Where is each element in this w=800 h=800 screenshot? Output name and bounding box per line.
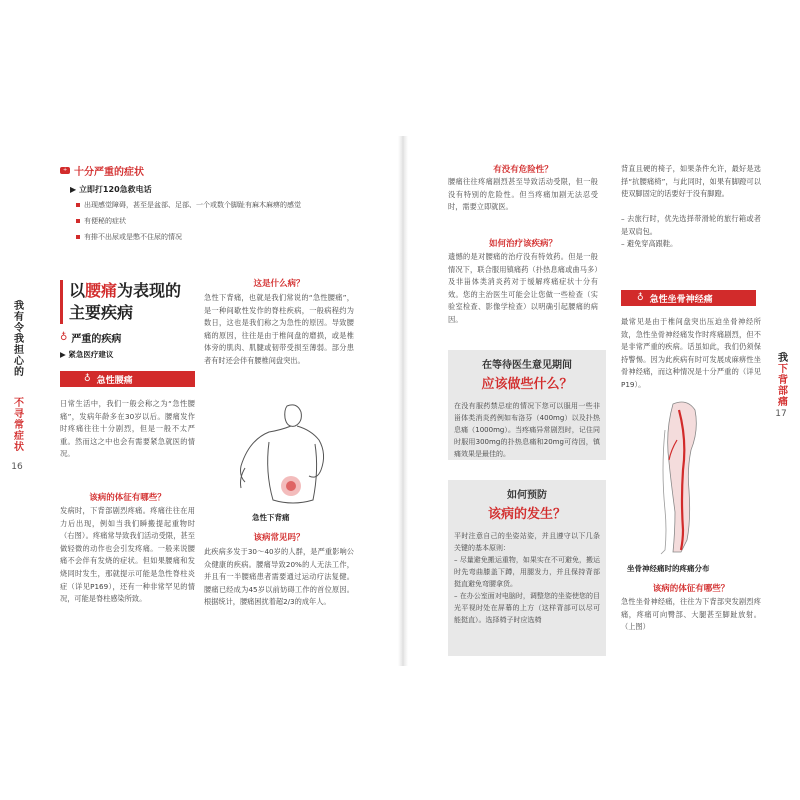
list-item: – 去旅行时，优先选择带滑轮的旅行箱或者是双肩包。 <box>621 214 761 236</box>
left-col1-para1: 日常生活中，我们一般会称之为“急性腰痛”，发病年龄多在30岁以后。腰痛发作时疼痛往往十分剧烈，但是一般不太严重。然而这之中也会有需要紧急就医的情况。 <box>60 399 195 459</box>
prevention-box-title1: 如何预防 <box>507 490 547 501</box>
list-item: – 避免穿高跟鞋。 <box>621 239 678 249</box>
right-col2-para: 最常见是由于椎间盘突出压迫坐骨神经所致，急性坐骨神经痛发作时疼痛剧烈，但不是非常严重的疾病。话虽如此，我们仍须保持警惕。因为此疾病有时可发展成麻痹性坐骨神经痛，而这种情况是十分严重的（详见P19）。 <box>621 317 761 389</box>
ambulance-icon: + <box>60 167 70 174</box>
right-col1-subtitle2: 如何治疗该疾病？ <box>488 239 557 249</box>
prevention-intro: 平时注意自己的坐姿站姿，并且遵守以下几条关键的基本原则： <box>454 532 600 552</box>
left-page-number: 16 <box>11 462 23 472</box>
book-gutter <box>398 136 408 666</box>
call-line: ▶ 立即打120急救电话 <box>70 185 152 194</box>
left-side-tab-line1: 我有令我担心的 <box>11 299 23 377</box>
left-col2-para1: 急性下背痛，也就是我们常说的“急性腰痛”，是一种间歇性发作的脊柱疾病，一般病程约为数日，这也是我们称之为急性的原因。导致腰痛的原因，往往是由于椎间盘的磨损，或是椎体旁的肌肉、肌腱或韧带受损至薄弱。部分患者有时还会伴有腰椎间盘突出。 <box>204 293 354 365</box>
list-item: 出现感觉障碍，甚至是盆部、足部、一个或数个脚趾有麻木麻痹的感觉 <box>76 200 360 210</box>
emergency-label: ▶ 紧急医疗建议 <box>60 350 114 359</box>
leg-caption: 坐骨神经痛时的疼痛分布 <box>627 564 710 573</box>
list-item: 有便秘的症状 <box>76 216 360 226</box>
right-side-tab <box>772 352 790 420</box>
left-col2-subtitle2: 该病常见吗？ <box>253 533 305 543</box>
disease-bar-sciatica: ♁ 急性坐骨神经痛 <box>621 290 756 306</box>
waiting-box-text: 在没有服药禁忌症的情况下您可以服用一些非甾体类消炎药例如布洛芬（400mg）以及扑热息痛（1000mg）。当疼痛异常剧烈时，记住同时服用300mg的扑热息痛和20mg可待因，镇痛效果是最佳的。 <box>454 402 600 458</box>
back-pain-caption: 急性下背痛 <box>252 513 290 522</box>
prevention-list <box>448 554 606 626</box>
right-col2-list <box>621 213 761 251</box>
left-col2-para2: 此疾病多发于30～40岁的人群，是严重影响公众健康的疾病。腰痛导致20%的人无法工作，并且有一半腰痛患者需要通过运动疗法复健。腰痛已经成为45岁以前妨碍工作的首位原因。根据统计，腰痛困扰着超2/3的成年人。 <box>204 547 354 607</box>
severe-header: 十分严重的症状 <box>74 167 144 178</box>
main-title-line2: 主要疾病 <box>69 303 134 322</box>
left-side-tab <box>8 288 26 473</box>
right-col1-para2: 遗憾的是对腰痛的治疗没有特效药。但是一般情况下，联合服用镇痛药（扑热息痛或曲马多）及非甾体类消炎药对于缓解疼痛症状十分有效。您的主治医生可能会让您做一些检查（实验室检查、影像学检查）以明确引起腰痛的病因。 <box>448 252 598 324</box>
back-pain-illustration <box>225 398 335 513</box>
list-item: – 尽量避免搬运重物，如果实在不可避免，搬运时先弯曲膝盖下蹲，用腿发力，并且保持背部挺直避免弯腰拿货。 <box>454 556 601 588</box>
waiting-box-title1: 在等待医生意见期间 <box>482 360 572 371</box>
waiting-advice-box <box>448 350 606 460</box>
main-title: 以腰痛为表现的 主要疾病 <box>60 280 209 324</box>
list-item: 有排不出尿或是憋不住尿的情况 <box>76 232 360 242</box>
right-col2-subtitle: 该病的体征有哪些？ <box>652 584 730 594</box>
severe-list <box>76 200 360 242</box>
right-page-number: 17 <box>775 409 787 419</box>
severe-symptoms-block <box>60 163 360 242</box>
left-col2-subtitle1: 这是什么病？ <box>253 279 305 289</box>
serious-label: 严重的疾病 <box>71 334 122 345</box>
sciatica-leg-illustration <box>655 400 705 560</box>
waiting-box-title2: 应该做些什么？ <box>481 377 573 392</box>
stethoscope-icon: ♁ <box>60 332 68 343</box>
list-item: – 在办公室面对电脑时，调整您的坐姿使您的目光平视时处在屏幕的上方（这样背部可以尽可能挺直）。选择椅子时应选椅 <box>454 592 601 624</box>
left-side-tab-line2: 不寻常症状 <box>11 396 23 452</box>
stethoscope-icon: ♁ <box>637 293 644 303</box>
right-side-tab-line2: 下背部痛 <box>775 363 787 407</box>
prevention-box-title2: 该病的发生？ <box>487 507 566 522</box>
serious-label-row <box>60 330 121 345</box>
disease-bar-acute-lumbago: ♁ 急性腰痛 <box>60 371 195 387</box>
right-col1-subtitle1: 有没有危险性？ <box>493 165 553 175</box>
prevention-box <box>448 480 606 656</box>
left-col1-para2: 发病时，下背部剧烈疼痛。疼痛往往在用力后出现，例如当我们瞬搬提起重物时（右图）。疼痛常导致我们活动受限，甚至做轻微的动作也会引发疼痛。一般来说腰痛不会伴有发烧的症状。但如果腰痛和发烧同时发生，那就提示可能是急性脊柱炎症（详见P169），还有一种非常罕见的情况，可能是脊柱感染所致。 <box>60 506 195 604</box>
right-col2-para2: 急性坐骨神经痛，往往为下背部突发剧烈疼痛，疼痛可向臀部、大腿甚至脚趾放射。（上图） <box>621 597 761 632</box>
right-col2-continued: 背直且硬的椅子，如果条件允许，最好是选择“抗腰痛椅”，与此同时，如果有脚蹬可以使双脚固定的话要好于没有脚蹬。 <box>621 164 761 199</box>
right-col1-para1: 腰痛往往疼痛剧烈甚至导致活动受限，但一般没有特别的危险性。但当疼痛加剧无法忍受时，需要立即就医。 <box>448 177 598 212</box>
stethoscope-icon: ♁ <box>84 374 91 384</box>
left-col1-subtitle: 该病的体征有哪些？ <box>89 493 166 503</box>
right-side-tab-line1: 我 <box>775 352 787 363</box>
